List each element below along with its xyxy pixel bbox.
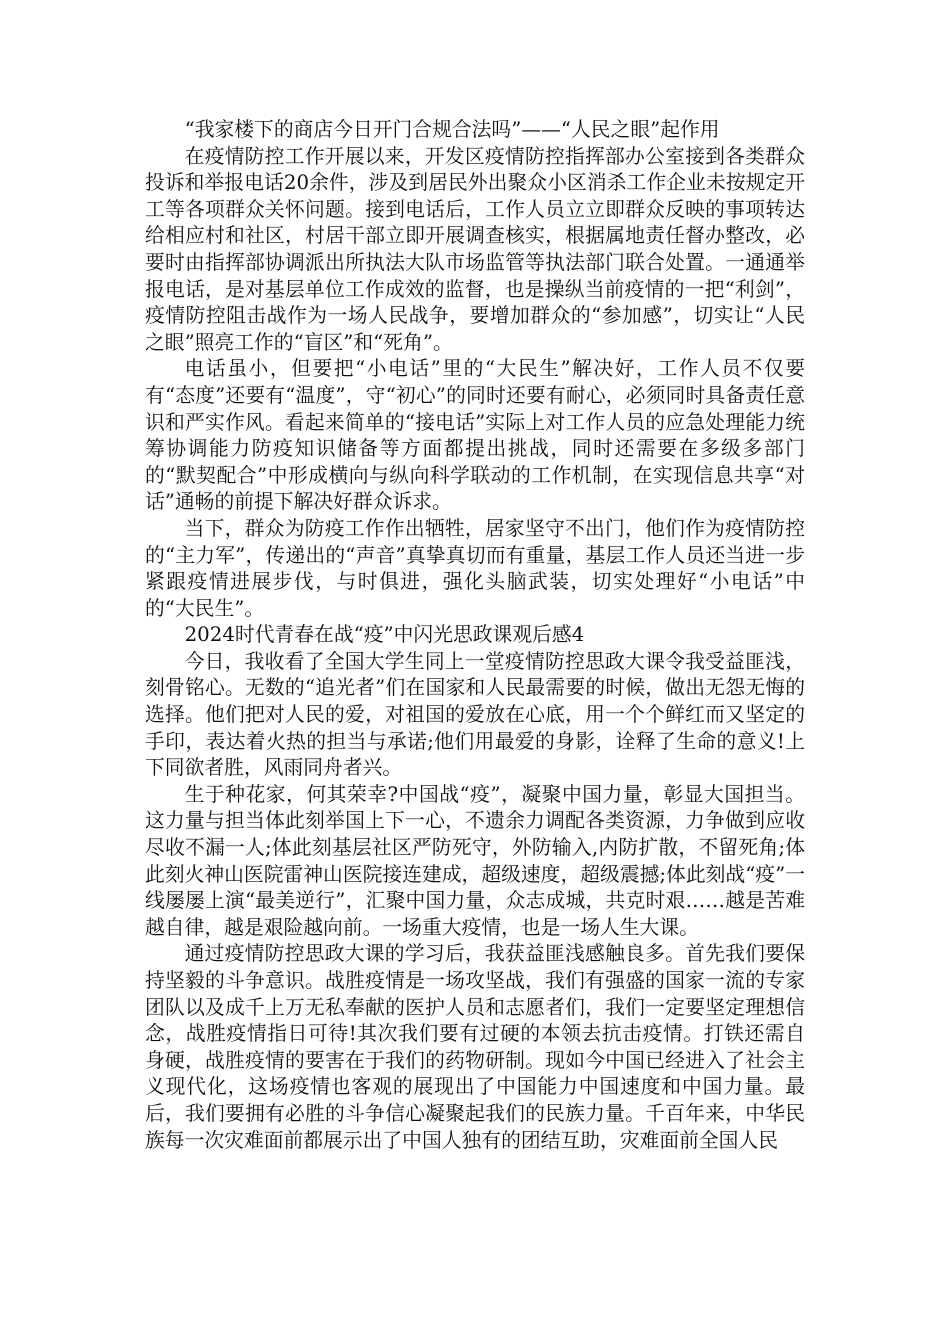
paragraph-hotline-complaints: 在疫情防控工作开展以来，开发区疫情防控指挥部办公室接到各类群众投诉和举报电话20余件，涉及到居民外出聚众小区消杀工作企业未按规定开工等各项群众关怀问题。接到电话后，工作人员立立即群众反映的事项转达给相应村和社区，村居干部立即开展调查核实，根据属地责任督办整改，必要时由指挥部协调派出所执法大队市场监管等执法部门联合处置。一通通举报电话，是对基层单位工作成效的监督，也是操纵当前疫情的一把“利剑”，疫情防控阻击战作为一场人民战争，要增加群众的“参加感”，切实让“人民之眼”照亮工作的“盲区”和“死角”。 <box>145 144 805 354</box>
paragraph-shop-heading: “我家楼下的商店今日开门合规合法吗”——“人民之眼”起作用 <box>184 118 720 141</box>
document-body <box>145 117 805 1154</box>
paragraph-residents-sacrifice: 当下，群众为防疫工作作出牺牲，居家坚守不出门，他们作为疫情防控的“主力军”，传递出的“声音”真挚真切而有重量，基层工作人员还当进一步紧跟疫情进展步伐，与时俱进，强化头脑武装，切实处理好“小电话”中的“大民生”。 <box>145 516 805 620</box>
paragraph-lessons-learned: 通过疫情防控思政大课的学习后，我获益匪浅感触良多。首先我们要保持坚毅的斗争意识。战胜疫情是一场攻坚战，我们有强盛的国家一流的专家团队以及成千上万无私奉献的医护人员和志愿者们，我们一定要坚定理想信念，战胜疫情指日可待!其次我们要有过硬的本领去抗击疫情。打铁还需自身硬，战胜疫情的要害在于我们的药物研制。现如今中国已经进入了社会主义现代化，这场疫情也客观的展现出了中国能力中国速度和中国力量。最后，我们要拥有必胜的斗争信心凝聚起我们的民族力量。千百年来，中华民族每一次灾难面前都展示出了中国人独有的团结互助，灾难面前全国人民 <box>145 942 805 1152</box>
paragraph-today-class: 今日，我收看了全国大学生同上一堂疫情防控思政大课令我受益匪浅，刻骨铭心。无数的“追光者”们在国家和人民最需要的时候，做出无怨无悔的选择。他们把对人民的爱，对祖国的爱放在心底，用一个个鲜红而又坚定的手印，表达着火热的担当与承诺;他们用最爱的身影，诠释了生命的意义!上下同欲者胜，风雨同舟者兴。 <box>145 649 805 780</box>
paragraph-section-title: 2024时代青春在战“疫”中闪光思政课观后感4 <box>184 623 585 647</box>
paragraph-small-phone: 电话虽小，但要把“小电话”里的“大民生”解决好，工作人员不仅要有“态度”还要有“温度”，守“初心”的同时还要有耐心，必须同时具备责任意识和严实作风。看起来简单的“接电话”实际上对工作人员的应急处理能力统筹协调能力防疫知识储备等方面都提出挑战，同时还需要在多级多部门的“默契配合”中形成横向与纵向科学联动的工作机制，在实现信息共享“对话”通畅的前提下解决好群众诉求。 <box>145 357 805 514</box>
paragraph-china-strength: 生于种花家，何其荣幸?中国战“疫”，凝聚中国力量，彰显大国担当。这力量与担当体此刻举国上下一心，不遗余力调配各类资源，力争做到应收尽收不漏一人;体此刻基层社区严防死守，外防输入,内防扩散，不留死角;体此刻火神山医院雷神山医院接连建成，超级速度，超级震撼;体此刻战“疫”一线屡屡上演“最美逆行”，汇聚中国力量，众志成城，共克时艰……越是苦难越自律，越是艰险越向前。一场重大疫情，也是一场人生大课。 <box>145 782 805 939</box>
